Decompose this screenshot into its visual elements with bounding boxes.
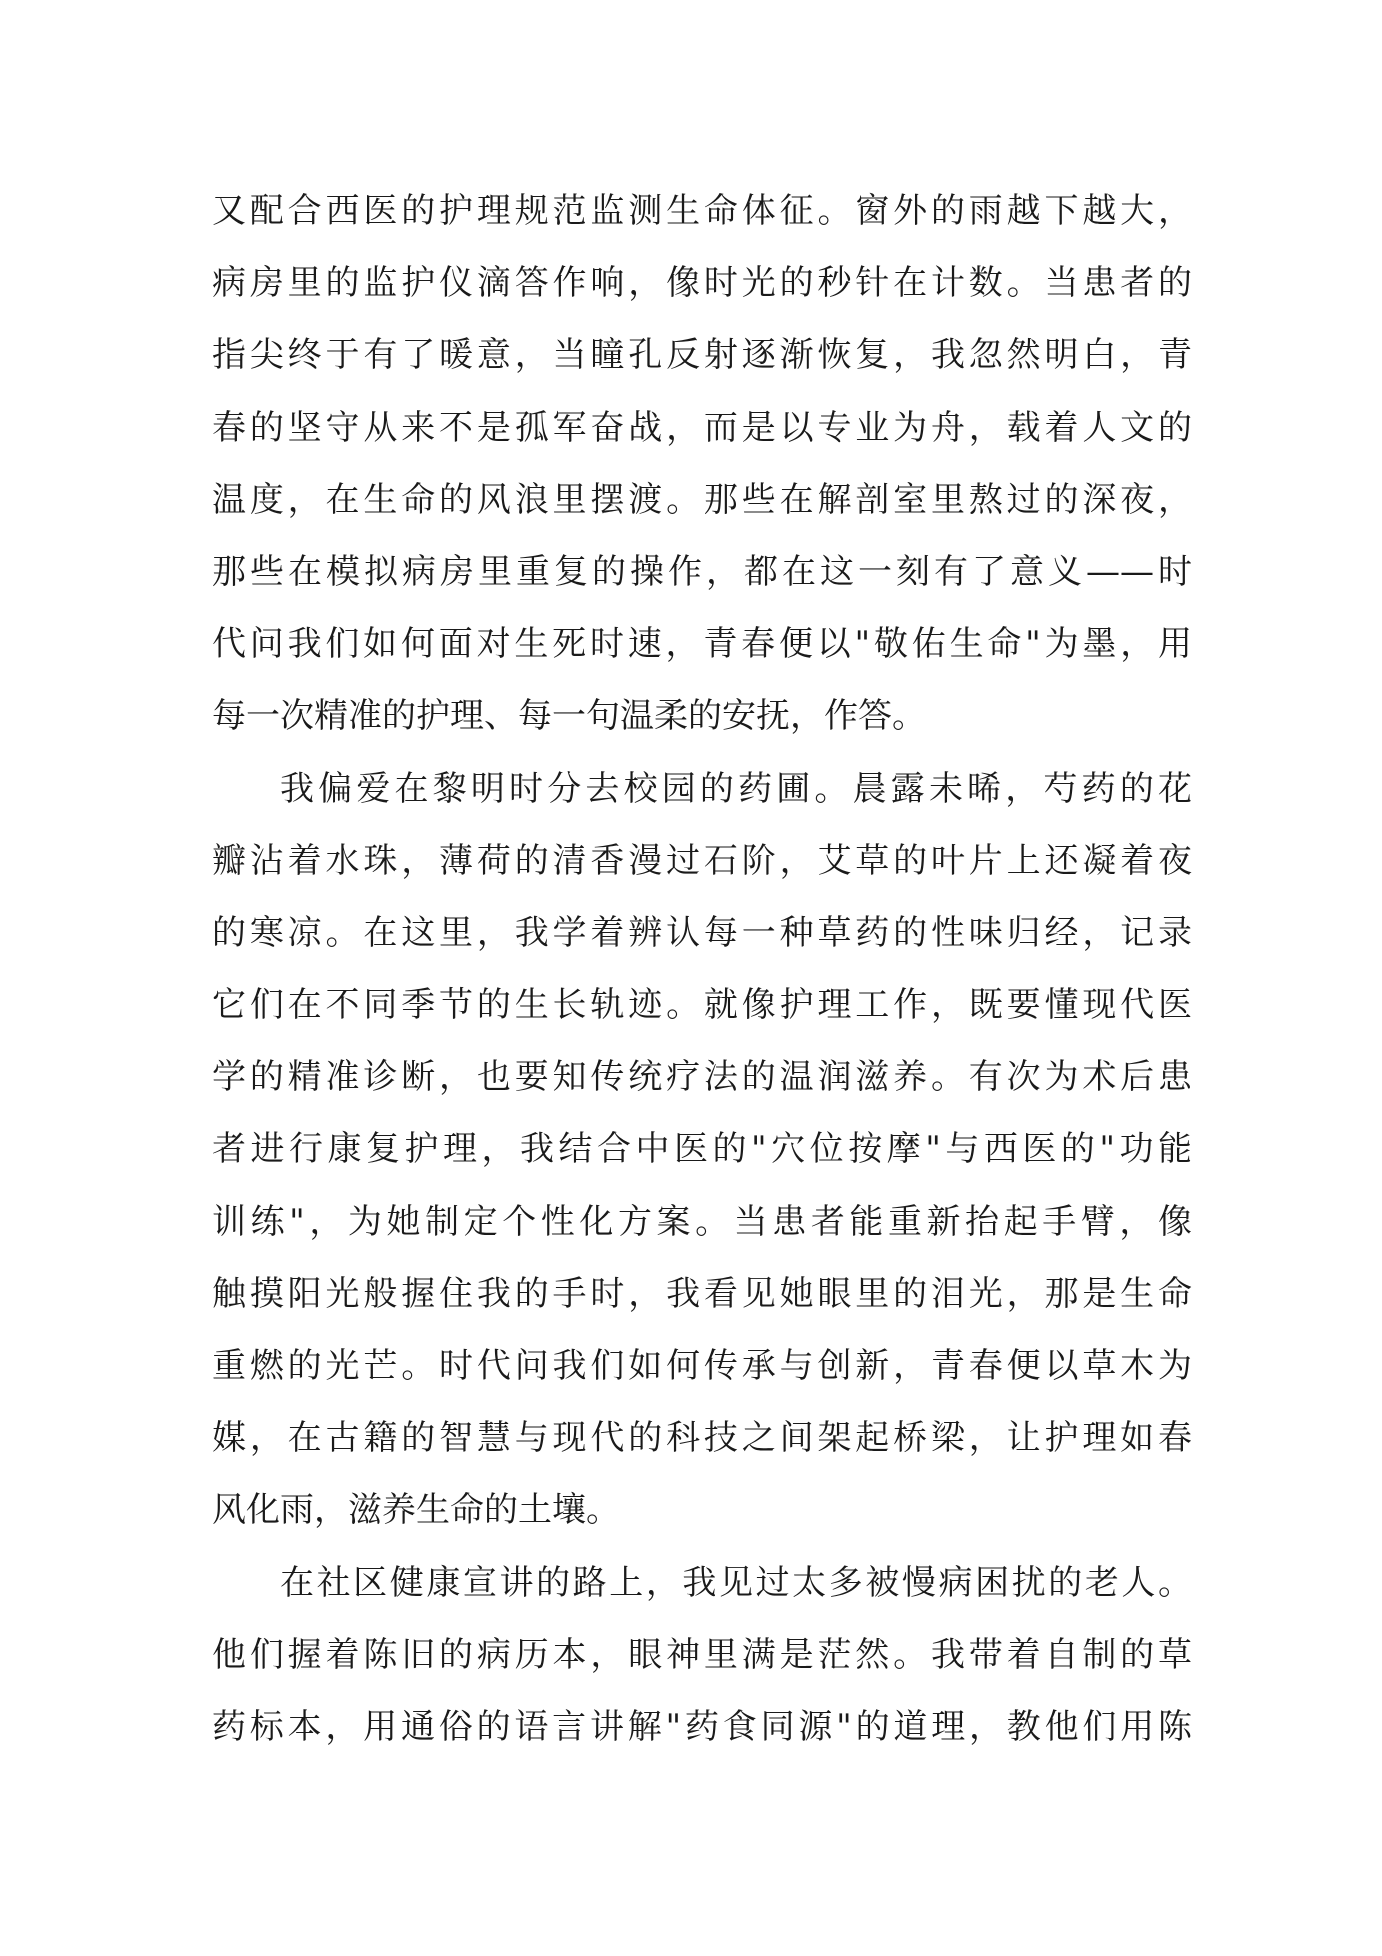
text-line: 者进行康复护理，我结合中医的"穴位按摩"与西医的"功能	[212, 1129, 1192, 1170]
text-line: 春的坚守从来不是孤军奋战，而是以专业为舟，载着人文的	[212, 407, 1192, 448]
text-line: 触摸阳光般握住我的手时，我看见她眼里的泪光，那是生命	[212, 1273, 1192, 1314]
text-line: 药标本，用通俗的语言讲解"药食同源"的道理，教他们用陈	[212, 1706, 1192, 1747]
text-line: 媒，在古籍的智慧与现代的科技之间架起桥梁，让护理如春	[212, 1418, 1192, 1459]
text-line: 每一次精准的护理、每一句温柔的安抚，作答。	[212, 696, 926, 737]
text-line: 重燃的光芒。时代问我们如何传承与创新，青春便以草木为	[212, 1346, 1192, 1386]
text-line: 那些在模拟病房里重复的操作，都在这一刻有了意义——时	[212, 551, 1192, 592]
text-line: 它们在不同季节的生长轨迹。就像护理工作，既要懂现代医	[212, 985, 1192, 1026]
text-line: 训练"，为她制定个性化方案。当患者能重新抬起手臂，像	[212, 1201, 1192, 1242]
text-line: 指尖终于有了暖意，当瞳孔反射逐渐恢复，我忽然明白，青	[212, 335, 1192, 376]
text-line: 学的精准诊断，也要知传统疗法的温润滋养。有次为术后患	[212, 1057, 1192, 1098]
text-line: 又配合西医的护理规范监测生命体征。窗外的雨越下越大，	[212, 191, 1192, 231]
text-line: 温度，在生命的风浪里摆渡。那些在解剖室里熬过的深夜，	[212, 479, 1192, 520]
text-line: 瓣沾着水珠，薄荷的清香漫过石阶，艾草的叶片上还凝着夜	[212, 840, 1192, 881]
text-line: 病房里的监护仪滴答作响，像时光的秒针在计数。当患者的	[212, 263, 1192, 304]
paragraph-start-line: 我偏爱在黎明时分去校园的药圃。晨露未晞，芍药的花	[280, 768, 1192, 809]
text-line: 的寒凉。在这里，我学着辨认每一种草药的性味归经，记录	[212, 912, 1192, 953]
paragraph-start-line: 在社区健康宣讲的路上，我见过太多被慢病困扰的老人。	[280, 1562, 1192, 1603]
text-line: 风化雨，滋养生命的土壤。	[212, 1490, 620, 1531]
body-text	[212, 175, 1192, 1763]
text-line: 代问我们如何面对生死时速，青春便以"敬佑生命"为墨，用	[212, 624, 1192, 665]
text-line: 他们握着陈旧的病历本，眼神里满是茫然。我带着自制的草	[212, 1634, 1192, 1675]
